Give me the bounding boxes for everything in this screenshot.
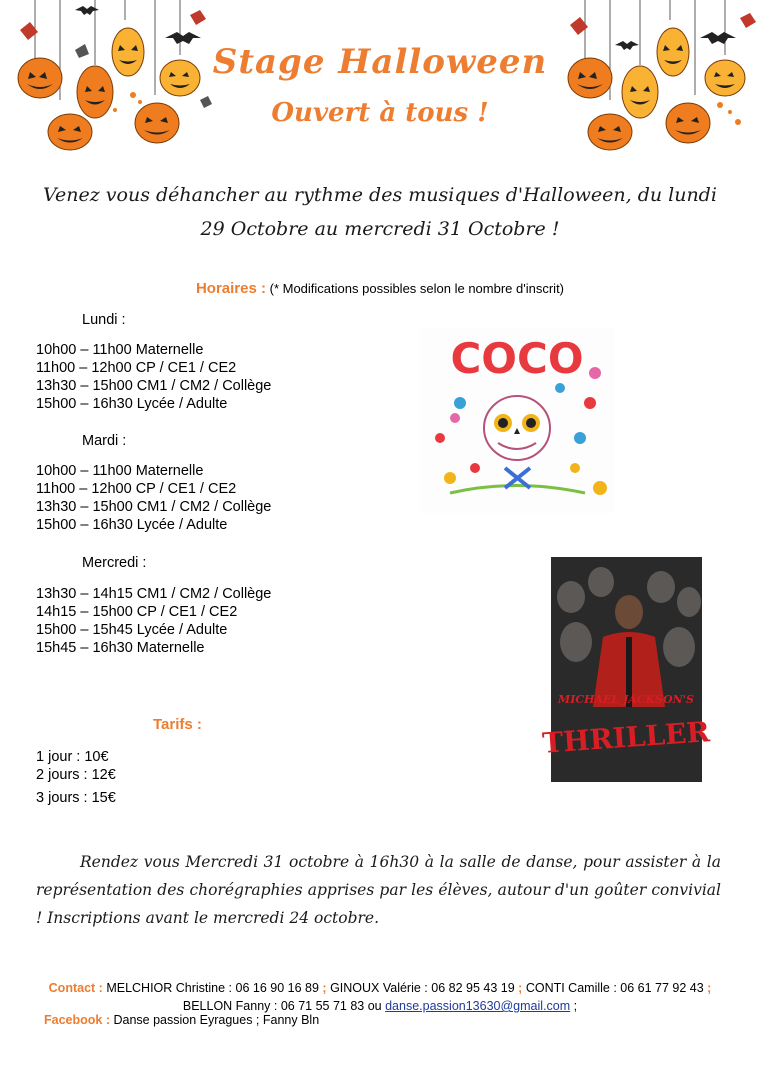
contact-separator: ; <box>322 981 327 995</box>
schedule-slot: 15h00 – 16h30 Lycée / Adulte <box>36 517 228 533</box>
facebook-line <box>44 1013 319 1027</box>
contact-separator: ; <box>518 981 523 995</box>
schedule-slot: 11h00 – 12h00 CP / CE1 / CE2 <box>36 360 237 376</box>
thriller-title: THRILLER <box>541 715 711 760</box>
schedule-slot: 15h00 – 15h45 Lycée / Adulte <box>36 622 228 638</box>
contact-separator: ; <box>573 999 578 1013</box>
contact-block <box>0 979 760 1015</box>
thriller-subtitle: MICHAEL JACKSON'S <box>558 693 694 706</box>
coco-poster-image <box>420 328 615 513</box>
contact-person: MELCHIOR Christine : 06 16 90 16 89 <box>106 981 319 995</box>
schedule-slot: 10h00 – 11h00 Maternelle <box>36 463 204 479</box>
schedule-slot: 13h30 – 15h00 CM1 / CM2 / Collège <box>36 378 272 394</box>
schedule-list-lundi <box>36 341 271 413</box>
contact-line-1 <box>0 979 760 997</box>
schedule-slot: 15h00 – 16h30 Lycée / Adulte <box>36 396 228 412</box>
coco-title: COCO <box>450 334 584 383</box>
page-title: Stage Halloween <box>212 42 548 82</box>
day-heading-mardi: Mardi : <box>82 433 127 449</box>
tarif-item: 2 jours : 12€ <box>36 767 116 783</box>
intro-line-1: Venez vous déhancher au rythme des musiques d'Halloween, du lundi <box>43 184 717 206</box>
rendezvous-paragraph <box>36 848 721 932</box>
facebook-text: Danse passion Eyragues ; Fanny Bln <box>113 1013 320 1027</box>
tarifs-heading: Tarifs : <box>153 716 202 733</box>
schedule-slot: 13h30 – 15h00 CM1 / CM2 / Collège <box>36 499 272 515</box>
contact-person: BELLON Fanny : 06 71 55 71 83 ou <box>182 999 382 1013</box>
intro-text <box>40 178 720 246</box>
schedule-slot: 13h30 – 14h15 CM1 / CM2 / Collège <box>36 586 272 602</box>
tarif-item: 1 jour : 10€ <box>36 749 109 765</box>
schedule-label: Horaires : <box>195 280 266 297</box>
schedule-slot: 14h15 – 15h00 CP / CE1 / CE2 <box>36 604 238 620</box>
contact-label: Contact : <box>48 981 103 995</box>
schedule-list-mercredi <box>36 585 271 657</box>
schedule-list-mardi <box>36 462 271 534</box>
contact-email-link[interactable]: danse.passion13630@gmail.com <box>385 999 571 1013</box>
page-subtitle: Ouvert à tous ! <box>271 98 489 128</box>
rendezvous-text: Rendez vous Mercredi 31 octobre à 16h30 à la salle de danse, pour assister à la représentation des chorégraphies apprises par les élèves, autour d'un goûter convivial ! Inscriptions avant le mercredi 24 octobre. <box>36 853 721 927</box>
schedule-slot: 15h45 – 16h30 Maternelle <box>36 640 205 656</box>
contact-person: CONTI Camille : 06 61 77 92 43 <box>525 981 704 995</box>
contact-separator: ; <box>707 981 712 995</box>
schedule-heading <box>0 280 760 297</box>
thriller-poster-image <box>541 557 711 782</box>
intro-line-2: 29 Octobre au mercredi 31 Octobre ! <box>200 218 560 240</box>
schedule-slot: 10h00 – 11h00 Maternelle <box>36 342 204 358</box>
facebook-label: Facebook : <box>44 1013 110 1027</box>
day-heading-mercredi: Mercredi : <box>82 555 147 571</box>
contact-person: GINOUX Valérie : 06 82 95 43 19 <box>330 981 515 995</box>
schedule-slot: 11h00 – 12h00 CP / CE1 / CE2 <box>36 481 237 497</box>
tarif-item: 3 jours : 15€ <box>36 790 116 806</box>
schedule-note: (* Modifications possibles selon le nombre d'inscrit) <box>269 281 565 296</box>
day-heading-lundi: Lundi : <box>82 312 126 328</box>
